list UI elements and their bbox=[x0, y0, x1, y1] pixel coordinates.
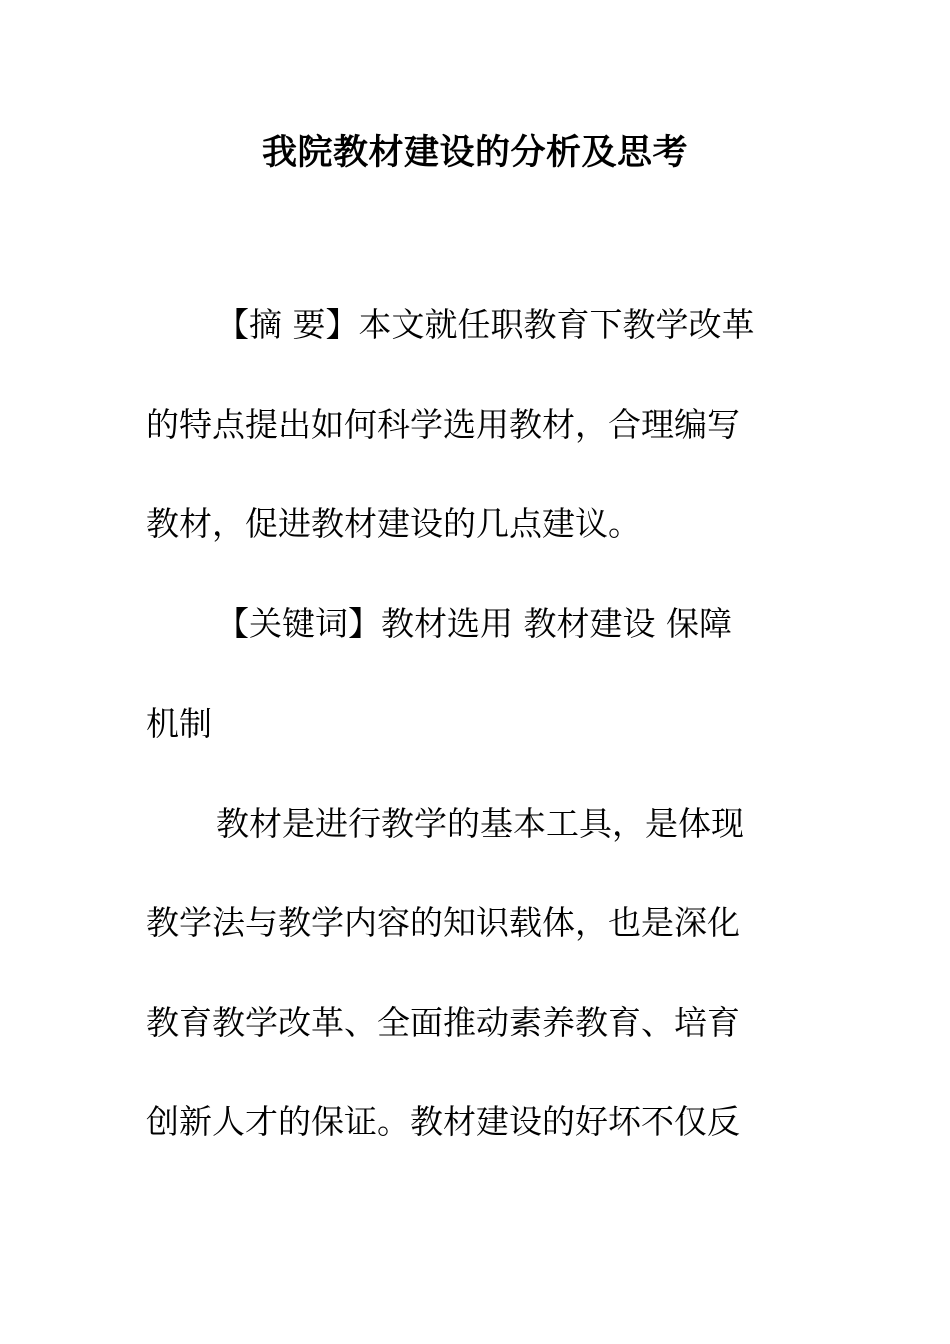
body-line-2: 教学法与教学内容的知识载体，也是深化 bbox=[146, 903, 740, 942]
abstract-line-3: 教材，促进教材建设的几点建议。 bbox=[146, 504, 641, 543]
abstract-line-1: 【摘 要】本文就任职教育下教学改革 bbox=[216, 305, 755, 344]
keywords-line-2: 机制 bbox=[146, 704, 212, 743]
body-line-1: 教材是进行教学的基本工具，是体现 bbox=[216, 804, 744, 843]
keywords-line-1: 【关键词】教材选用 教材建设 保障 bbox=[216, 604, 732, 643]
body-line-4: 创新人才的保证。教材建设的好坏不仅反 bbox=[146, 1102, 740, 1141]
body-line-3: 教育教学改革、全面推动素养教育、培育 bbox=[146, 1003, 740, 1042]
document-title: 我院教材建设的分析及思考 bbox=[261, 132, 688, 173]
abstract-line-2: 的特点提出如何科学选用教材，合理编写 bbox=[146, 405, 740, 444]
